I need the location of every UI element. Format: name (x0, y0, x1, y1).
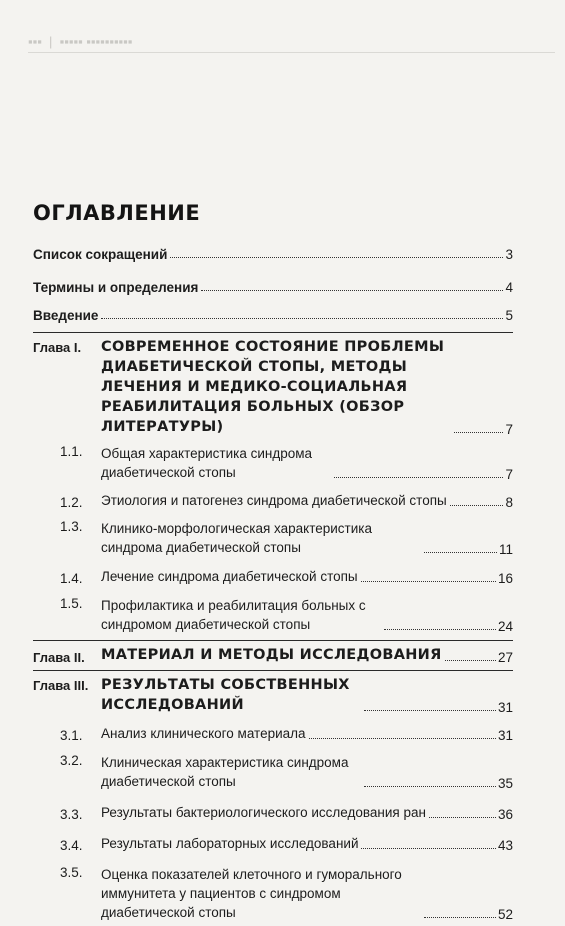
toc-entry-text: Клиническая характеристика синдрома диабетической стопы (101, 755, 349, 789)
toc-entry-text: СОВРЕМЕННОЕ СОСТОЯНИЕ ПРОБЛЕМЫ ДИАБЕТИЧЕСКОЙ СТОПЫ, МЕТОДЫ ЛЕЧЕНИЯ И МЕДИКО-СОЦИАЛЬНАЯ РЕАБИЛИТАЦИЯ БОЛЬНЫХ (ОБЗОР ЛИТЕРАТУРЫ) (101, 339, 445, 435)
toc-section-3-1[interactable] (33, 718, 513, 747)
toc-page-number: 35 (497, 776, 513, 791)
toc-chapter-2[interactable] (33, 641, 513, 668)
toc-page-number: 36 (497, 807, 513, 822)
table-of-contents (33, 236, 513, 926)
toc-section-1-5[interactable] (33, 590, 513, 638)
leader-dots (361, 848, 495, 849)
leader-dots (450, 505, 504, 506)
chapter-label: Глава III. (33, 678, 89, 693)
toc-chapter-1[interactable] (33, 333, 513, 440)
toc-entry-abbreviations[interactable] (33, 236, 513, 273)
section-number: 1.3. (60, 519, 83, 534)
leader-dots (454, 432, 503, 433)
leader-dots (101, 318, 503, 319)
section-number: 3.4. (60, 838, 83, 853)
toc-entry-introduction[interactable] (33, 301, 513, 329)
toc-section-3-5[interactable] (33, 857, 513, 926)
toc-entry-text: Термины и определения (33, 279, 199, 295)
toc-entry-text: Этиология и патогенез синдрома диабетической стопы (101, 493, 447, 508)
section-number: 1.1. (60, 444, 83, 459)
toc-section-1-2[interactable] (33, 486, 513, 514)
leader-dots (424, 917, 496, 918)
section-number: 1.2. (60, 495, 83, 510)
leader-dots (384, 629, 496, 630)
toc-entry-text: Результаты бактериологического исследования ран (101, 805, 426, 820)
bleed-through-header: ▪▪▪ | ▪▪▪▪▪ ▪▪▪▪▪▪▪▪▪▪ (28, 35, 133, 49)
chapter-label: Глава II. (33, 650, 85, 665)
toc-page-number: 31 (497, 700, 513, 715)
toc-entry-text: Профилактика и реабилитация больных с синдромом диабетической стопы (101, 598, 366, 632)
toc-page-number: 27 (497, 650, 513, 665)
toc-section-1-4[interactable] (33, 561, 513, 590)
leader-dots (309, 738, 496, 739)
leader-dots (364, 786, 496, 787)
header-rule (28, 52, 555, 53)
toc-entry-text: Список сокращений (33, 247, 168, 262)
toc-section-3-2[interactable] (33, 747, 513, 795)
toc-entry-text: Оценка показателей клеточного и гуморального иммунитета у пациентов с синдромом диабетической стопы (101, 867, 402, 920)
toc-entry-text: Общая характеристика синдрома диабетической стопы (101, 446, 313, 480)
leader-dots (361, 581, 496, 582)
leader-dots (429, 817, 496, 818)
toc-entry-text: Лечение синдрома диабетической стопы (101, 569, 358, 584)
page-title: ОГЛАВЛЕНИЕ (33, 201, 201, 225)
toc-entry-terms[interactable] (33, 273, 513, 301)
toc-page-number: 4 (505, 279, 513, 295)
toc-entry-text: Клинико-морфологическая характеристика синдрома диабетической стопы (101, 521, 372, 555)
toc-page-number: 31 (497, 728, 513, 743)
toc-page-number: 24 (497, 619, 513, 634)
leader-dots (445, 660, 496, 661)
section-number: 3.2. (60, 753, 83, 768)
toc-page-number: 52 (497, 907, 513, 922)
toc-entry-text: РЕЗУЛЬТАТЫ СОБСТВЕННЫХ ИССЛЕДОВАНИЙ (101, 677, 350, 713)
section-number: 1.4. (60, 571, 83, 586)
section-number: 3.5. (60, 865, 83, 880)
toc-section-1-1[interactable] (33, 440, 513, 486)
toc-page-number: 5 (505, 307, 513, 323)
leader-dots (334, 477, 503, 478)
leader-dots (424, 552, 497, 553)
toc-page-number: 7 (505, 467, 513, 482)
section-number: 3.3. (60, 807, 83, 822)
toc-entry-text: МАТЕРИАЛ И МЕТОДЫ ИССЛЕДОВАНИЯ (101, 647, 442, 663)
toc-page-number: 16 (497, 571, 513, 586)
chapter-label: Глава I. (33, 340, 82, 355)
toc-section-3-4[interactable] (33, 826, 513, 857)
toc-section-1-3[interactable] (33, 514, 513, 561)
toc-page-number: 7 (505, 422, 513, 437)
toc-page-number: 11 (498, 542, 513, 557)
toc-page-number: 3 (505, 247, 513, 262)
toc-chapter-3[interactable] (33, 671, 513, 718)
leader-dots (170, 257, 503, 258)
leader-dots (364, 710, 496, 711)
section-number: 1.5. (60, 596, 83, 611)
toc-page-number: 43 (497, 838, 513, 853)
leader-dots (201, 290, 503, 291)
toc-entry-text: Анализ клинического материала (101, 726, 306, 741)
toc-section-3-3[interactable] (33, 795, 513, 826)
toc-entry-text: Введение (33, 307, 99, 323)
toc-entry-text: Результаты лабораторных исследований (101, 836, 359, 851)
section-number: 3.1. (60, 728, 83, 743)
toc-page-number: 8 (505, 495, 513, 510)
